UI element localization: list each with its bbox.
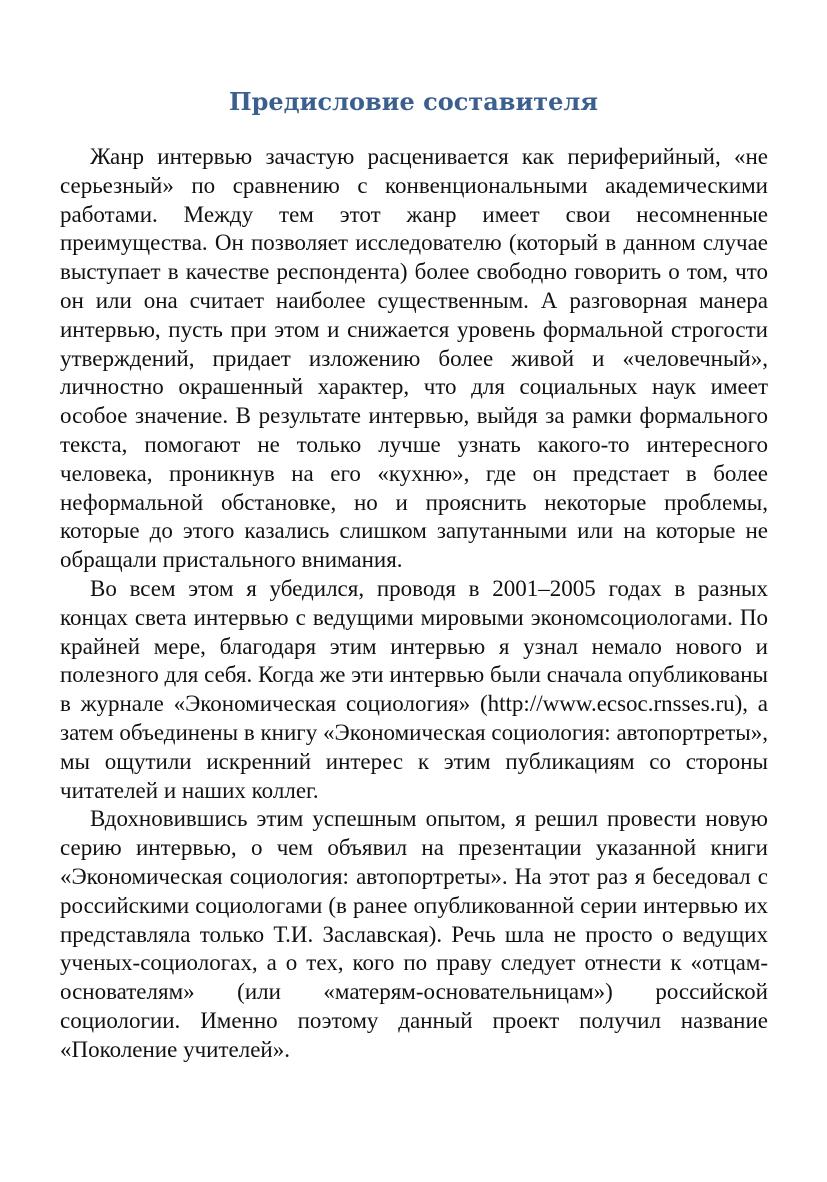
paragraph: Жанр интервью зачастую расценивается как периферийный, «не серьезный» по сравнению с конвенциональными академическими работами. Между тем этот жанр имеет свои несомненные преимущества. Он позволяет исследователю (который в данном случае выступает в качестве респондента) более свободно говорить о том, что он или она считает наиболее существенным. А разговорная манера интервью, пусть при этом и снижается уровень формальной строгости утверждений, придает изложению более живой и «человечный», личностно окрашенный характер, что для социальных наук имеет особое значение. В результате интервью, выйдя за рамки формального текста, помогают не только лучше узнать какого-то интересного человека, проникнув на его «кухню», где он предстает в более неформальной обстановке, но и прояснить некоторые проблемы, которые до этого казались слишком запутанными или на которые не обращали пристального внимания. (60, 144, 768, 573)
document-body (60, 143, 768, 1065)
paragraph: Вдохновившись этим успешным опытом, я решил провести новую серию интервью, о чем объявил на презентации указанной книги «Экономическая социология: автопортреты». На этот раз я беседовал с российскими социологами (в ранее опубликованной серии интервью их представляла только Т.И. Заславская). Речь шла не просто о ведущих ученых-социологах, а о тех, кого по праву следует отнести к «отцам-основателям» (или «матерям-основательницам») российской социологии. Именно поэтому данный проект получил название «Поколение учителей». (60, 806, 768, 1062)
page-title: Предисловие составителя (228, 87, 599, 116)
paragraph: Во всем этом я убедился, проводя в 2001–2005 годах в разных концах света интервью с ведущими мировыми экономсоциологами. По крайней мере, благодаря этим интервью я узнал немало нового и полезного для себя. Когда же эти интервью были сначала опубликованы в журнале «Экономическая социология» (http://www.ecsoc.rnsses.ru), а затем объединены в книгу «Экономическая социология: автопортреты», мы ощутили искренний интерес к этим публикациям со стороны читателей и наших коллег. (60, 575, 768, 803)
